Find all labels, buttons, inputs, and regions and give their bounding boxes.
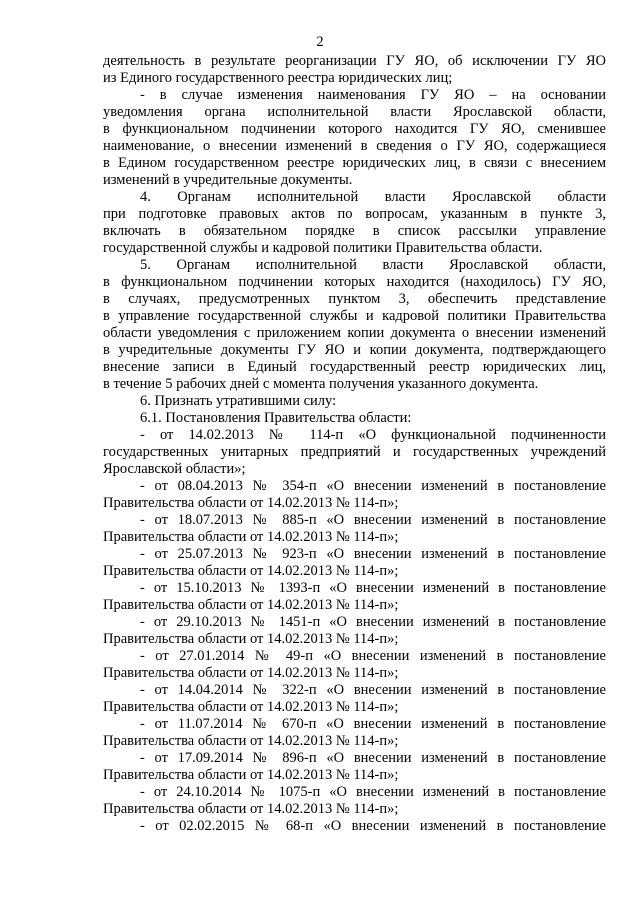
text-line: включать в обязательном порядке в список рассылки управление	[103, 223, 606, 239]
page-number: 2	[316, 34, 324, 50]
text-line: 4. Органам исполнительной власти Ярославской области	[140, 189, 606, 205]
text-line: Правительства области от 14.02.2013 № 114-п»;	[103, 495, 399, 511]
text-line: в Едином государственном реестре юридических лиц, в связи с внесением	[103, 155, 606, 171]
text-line: Правительства области от 14.02.2013 № 114-п»;	[103, 529, 399, 545]
text-line: Правительства области от 14.02.2013 № 114-п»;	[103, 597, 399, 613]
text-line: - от 14.02.2013 № 114-п «О функциональной подчиненности	[140, 427, 606, 443]
text-line: Правительства области от 14.02.2013 № 114-п»;	[103, 631, 399, 647]
text-line: Правительства области от 14.02.2013 № 114-п»;	[103, 767, 399, 783]
text-line: в управление государственной службы и кадровой политики Правительства	[103, 308, 606, 324]
text-line: - от 02.02.2015 № 68-п «О внесении изменений в постановление	[140, 818, 606, 834]
text-line: внесение записи в Единый государственный реестр юридических лиц,	[103, 359, 606, 375]
text-line: уведомления органа исполнительной власти Ярославской области,	[103, 104, 606, 120]
text-line: 6. Признать утратившими силу:	[140, 393, 337, 409]
text-line: - от 17.09.2014 № 896-п «О внесении изменений в постановление	[140, 750, 606, 766]
text-line: при подготовке правовых актов по вопросам, указанным в пункте 3,	[103, 206, 606, 222]
text-line: - от 15.10.2013 № 1393-п «О внесении изменений в постановление	[140, 580, 606, 596]
text-line: Правительства области от 14.02.2013 № 114-п»;	[103, 665, 399, 681]
text-line: наименование, о внесении изменений в сведения о ГУ ЯО, содержащиеся	[103, 138, 606, 154]
text-line: - в случае изменения наименования ГУ ЯО – на основании	[140, 87, 606, 103]
text-line: - от 27.01.2014 № 49-п «О внесении изменений в постановление	[140, 648, 606, 664]
text-line: в течение 5 рабочих дней с момента получения указанного документа.	[103, 376, 539, 392]
text-line: - от 25.07.2013 № 923-п «О внесении изменений в постановление	[140, 546, 606, 562]
text-line: Ярославской области»;	[103, 461, 246, 477]
text-line: - от 24.10.2014 № 1075-п «О внесении изменений в постановление	[140, 784, 606, 800]
text-line: в случаях, предусмотренных пунктом 3, обеспечить представление	[103, 291, 606, 307]
text-line: из Единого государственного реестра юридических лиц;	[103, 70, 453, 86]
text-line: - от 18.07.2013 № 885-п «О внесении изменений в постановление	[140, 512, 606, 528]
text-line: области уведомления с приложением копии документа о внесении изменений	[103, 325, 606, 341]
text-line: в функциональном подчинении которых находится (находилось) ГУ ЯО,	[103, 274, 606, 290]
text-line: - от 29.10.2013 № 1451-п «О внесении изменений в постановление	[140, 614, 606, 630]
text-line: 6.1. Постановления Правительства области:	[140, 410, 412, 426]
text-line: Правительства области от 14.02.2013 № 114-п»;	[103, 801, 399, 817]
text-line: государственной службы и кадровой политики Правительства области.	[103, 240, 543, 256]
text-line: изменений в учредительные документы.	[103, 172, 353, 188]
text-line: деятельность в результате реорганизации ГУ ЯО, об исключении ГУ ЯО	[103, 53, 606, 69]
text-line: - от 14.04.2014 № 322-п «О внесении изменений в постановление	[140, 682, 606, 698]
text-line: - от 11.07.2014 № 670-п «О внесении изменений в постановление	[140, 716, 606, 732]
text-line: Правительства области от 14.02.2013 № 114-п»;	[103, 733, 399, 749]
text-line: Правительства области от 14.02.2013 № 114-п»;	[103, 563, 399, 579]
text-line: государственных унитарных предприятий и государственных учреждений	[103, 444, 606, 460]
text-line: 5. Органам исполнительной власти Ярославской области,	[140, 257, 606, 273]
text-line: в учредительные документы ГУ ЯО и копии документа, подтверждающего	[103, 342, 606, 358]
text-line: в функциональном подчинении которого находится ГУ ЯО, сменившее	[103, 121, 606, 137]
text-line: - от 08.04.2013 № 354-п «О внесении изменений в постановление	[140, 478, 606, 494]
document-body	[103, 53, 606, 835]
text-line: Правительства области от 14.02.2013 № 114-п»;	[103, 699, 399, 715]
